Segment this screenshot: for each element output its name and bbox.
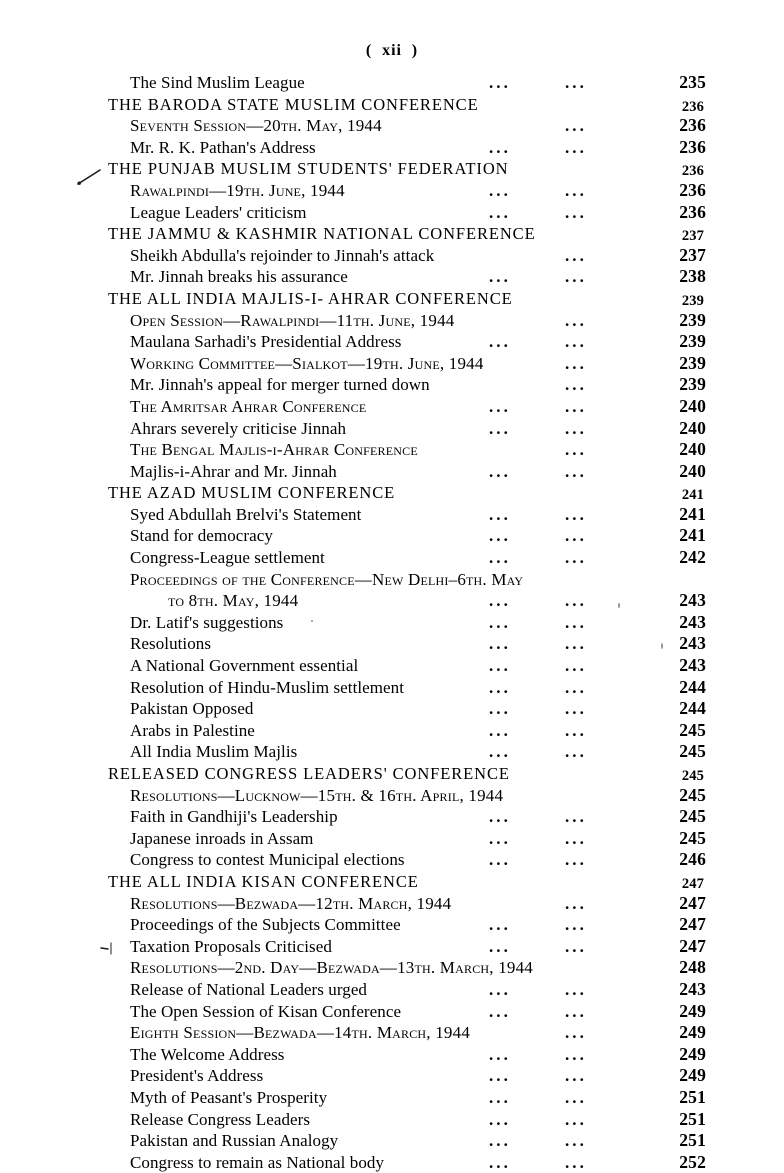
toc-page-number: 249: [679, 1043, 706, 1064]
toc-entry-label: THE ALL INDIA KISAN CONFERENCE: [108, 871, 419, 891]
toc-entry[interactable]: [0, 914, 784, 936]
leader-dots-second: ...: [565, 504, 587, 524]
leader-dots-second: ...: [565, 396, 587, 416]
leader-dots-second: ...: [565, 180, 587, 200]
toc-entry[interactable]: [0, 180, 784, 202]
toc-page-number: 240: [679, 417, 706, 438]
leader-dots-first: ...: [489, 548, 511, 568]
leader-dots-second: ...: [565, 612, 587, 632]
leader-dots-second: ...: [565, 310, 587, 330]
leader-dots-first: ...: [489, 699, 511, 719]
toc-entry-label: Syed Abdullah Brelvi's Statement: [130, 504, 362, 524]
toc-entry[interactable]: [0, 828, 784, 850]
toc-page-number: 245: [679, 806, 706, 827]
toc-entry-label: The Sind Muslim League: [130, 73, 305, 92]
toc-page-number: 240: [679, 395, 706, 416]
leader-dots-second: ...: [565, 116, 587, 136]
toc-page-number: 252: [679, 1151, 706, 1172]
leader-dots-first: ...: [489, 396, 511, 416]
toc-entry[interactable]: [0, 763, 784, 785]
toc-page-number: 245: [681, 768, 704, 784]
toc-entry-label: The Bengal Majlis-i-Ahrar Conference: [130, 440, 418, 460]
toc-entry-label: Resolutions: [130, 634, 212, 654]
leader-dots-first: ...: [489, 979, 511, 999]
leader-dots-first: ...: [489, 180, 511, 200]
toc-page-number: 243: [679, 655, 706, 676]
leader-dots-first: ...: [489, 73, 511, 92]
toc-entry-label: THE PUNJAB MUSLIM STUDENTS' FEDERATION: [108, 159, 509, 179]
leader-dots-first: ...: [489, 1066, 511, 1086]
toc-entry[interactable]: [0, 461, 784, 483]
toc-entry[interactable]: [0, 1087, 784, 1109]
toc-entry-label: Myth of Peasant's Prosperity: [130, 1087, 328, 1107]
leader-dots-second: ...: [565, 73, 587, 92]
toc-entry[interactable]: [0, 137, 784, 159]
toc-entry-label: Eighth Session—Bezwada—14th. March, 1944: [130, 1023, 471, 1043]
leader-dots-second: ...: [565, 591, 587, 611]
toc-entry-label: THE AZAD MUSLIM CONFERENCE: [108, 483, 396, 503]
toc-entry[interactable]: [0, 288, 784, 310]
toc-entry-label: Maulana Sarhadi's Presidential Address: [130, 332, 402, 352]
leader-dots-first: ...: [489, 202, 511, 222]
toc-entry[interactable]: [0, 698, 784, 720]
toc-page-number: 249: [679, 1000, 706, 1021]
toc-entry[interactable]: [0, 525, 784, 547]
toc-entry-label: Seventh Session—20th. May, 1944: [130, 116, 382, 136]
leader-dots-second: ...: [565, 375, 587, 395]
leader-dots-first: ...: [489, 526, 511, 546]
running-head-folio: ( xii ): [365, 42, 419, 59]
toc-page-number: 242: [679, 547, 706, 568]
toc-entry-label: Proceedings of the Subjects Committee: [130, 915, 401, 935]
leader-dots-second: ...: [565, 440, 587, 460]
toc-page-number: 243: [679, 590, 706, 611]
toc-entry-label: Faith in Gandhiji's Leadership: [130, 807, 338, 827]
toc-entry-label: The Open Session of Kisan Conference: [130, 1001, 402, 1021]
toc-page-number: 243: [679, 978, 706, 999]
leader-dots-first: ...: [489, 807, 511, 827]
leader-dots-second: ...: [565, 936, 587, 956]
leader-dots-first: ...: [489, 656, 511, 676]
toc-entry[interactable]: [0, 418, 784, 440]
toc-entry[interactable]: [0, 849, 784, 871]
toc-page-number: 241: [679, 503, 706, 524]
toc-entry[interactable]: [0, 94, 784, 116]
leader-dots-first: ...: [489, 461, 511, 481]
leader-dots-first: ...: [489, 915, 511, 935]
toc-page-number: 239: [679, 309, 706, 330]
toc-page-number: 248: [679, 957, 706, 978]
toc-entry[interactable]: [0, 1109, 784, 1131]
toc-page-number: 247: [679, 935, 706, 956]
leader-dots-second: ...: [565, 1001, 587, 1021]
toc-entry-label: Congress to remain as National body: [130, 1152, 385, 1172]
toc-page-number: 245: [679, 827, 706, 848]
toc-entry[interactable]: [0, 590, 784, 612]
leader-dots-first: ...: [489, 1044, 511, 1064]
toc-entry-label: Stand for democracy: [130, 526, 273, 546]
toc-page-number: 236: [679, 201, 706, 222]
leader-dots-second: ...: [565, 245, 587, 265]
leader-dots-first: ...: [489, 612, 511, 632]
toc-page-number: 236: [679, 179, 706, 200]
toc-entry-label: The Welcome Address: [130, 1044, 285, 1064]
toc-page-number: 238: [679, 266, 706, 287]
leader-dots-first: ...: [489, 504, 511, 524]
toc-entry[interactable]: [0, 115, 784, 137]
toc-entry[interactable]: [0, 482, 784, 504]
toc-entry[interactable]: [0, 806, 784, 828]
toc-entry-label: to 8th. May, 1944: [168, 591, 299, 611]
toc-entry-label: THE ALL INDIA MAJLIS-I- AHRAR CONFERENCE: [108, 288, 513, 308]
toc-entry[interactable]: [0, 439, 784, 461]
toc-page-number: 246: [679, 849, 706, 870]
leader-dots-first: ...: [489, 332, 511, 352]
toc-entry[interactable]: [0, 331, 784, 353]
toc-entry[interactable]: [0, 374, 784, 396]
leader-dots-second: ...: [565, 828, 587, 848]
leader-dots-second: ...: [565, 202, 587, 222]
leader-dots-first: ...: [489, 828, 511, 848]
toc-page-number: 244: [679, 676, 706, 697]
toc-entry[interactable]: [0, 1022, 784, 1044]
leader-dots-second: ...: [565, 893, 587, 913]
leader-dots-second: ...: [565, 137, 587, 157]
toc-entry-label: Working Committee—Sialkot—19th. June, 1944: [130, 353, 484, 373]
toc-page-number: 236: [681, 163, 704, 180]
table-of-contents-list: [0, 72, 784, 1173]
leader-dots-first: ...: [489, 267, 511, 287]
toc-entry-label: RELEASED CONGRESS LEADERS' CONFERENCE: [108, 764, 510, 783]
toc-entry-label: Congress-League settlement: [130, 548, 325, 568]
leader-dots-first: ...: [489, 1109, 511, 1129]
toc-entry[interactable]: [0, 871, 784, 893]
toc-entry-label: THE JAMMU & KASHMIR NATIONAL CONFERENCE: [108, 224, 536, 244]
toc-page-number: 245: [679, 741, 706, 762]
leader-dots-first: ...: [489, 418, 511, 438]
toc-entry[interactable]: [0, 893, 784, 915]
toc-page-number: 243: [679, 633, 706, 654]
toc-page-number: 239: [679, 352, 706, 373]
toc-page-number: 239: [681, 292, 704, 309]
toc-entry-label: The Amritsar Ahrar Conference: [130, 396, 367, 416]
scan-speck: [311, 620, 313, 622]
leader-dots-first: ...: [489, 1131, 511, 1151]
leader-dots-second: ...: [565, 353, 587, 373]
leader-dots-second: ...: [565, 332, 587, 352]
toc-entry[interactable]: [0, 202, 784, 224]
leader-dots-second: ...: [565, 1131, 587, 1151]
toc-entry-label: Resolutions—Lucknow—15th. & 16th. April, 1944: [130, 785, 504, 805]
scan-speck: [618, 603, 620, 608]
leader-dots-second: ...: [565, 677, 587, 697]
leader-dots-second: ...: [565, 1023, 587, 1043]
toc-page-number: 236: [679, 136, 706, 157]
leader-dots-second: ...: [565, 267, 587, 287]
toc-entry[interactable]: [0, 936, 784, 958]
toc-page-number: 237: [681, 228, 704, 245]
toc-entry-label: All India Muslim Majlis: [130, 742, 298, 762]
toc-entry[interactable]: [0, 979, 784, 1001]
leader-dots-second: ...: [565, 418, 587, 438]
toc-entry[interactable]: [0, 396, 784, 418]
toc-entry[interactable]: [0, 633, 784, 655]
toc-page-number: 247: [679, 914, 706, 935]
toc-page-number: 236: [679, 115, 706, 136]
leader-dots-first: ...: [489, 1001, 511, 1021]
toc-page-number: 239: [679, 331, 706, 352]
leader-dots-second: ...: [565, 548, 587, 568]
toc-entry-label: Rawalpindi—19th. June, 1944: [130, 180, 345, 200]
toc-entry[interactable]: [0, 158, 784, 180]
toc-entry-label: Open Session—Rawalpindi—11th. June, 1944: [130, 310, 455, 330]
leader-dots-second: ...: [565, 526, 587, 546]
leader-dots-second: ...: [565, 720, 587, 740]
toc-page-number: 240: [679, 439, 706, 460]
toc-entry-label: Congress to contest Municipal elections: [130, 850, 405, 870]
leader-dots-first: ...: [489, 1152, 511, 1172]
toc-entry[interactable]: [0, 1065, 784, 1087]
toc-entry[interactable]: [0, 1044, 784, 1066]
toc-entry-label: League Leaders' criticism: [130, 202, 307, 222]
leader-dots-second: ...: [565, 699, 587, 719]
toc-entry[interactable]: [0, 223, 784, 245]
toc-page-number: 244: [679, 698, 706, 719]
leader-dots-first: ...: [489, 720, 511, 740]
toc-page-number: 247: [679, 892, 706, 913]
toc-entry-label: Proceedings of the Conference—New Delhi–6th. May: [130, 569, 524, 589]
leader-dots-second: ...: [565, 742, 587, 762]
toc-entry-label: President's Address: [130, 1066, 264, 1086]
leader-dots-second: ...: [565, 979, 587, 999]
toc-entry[interactable]: [0, 353, 784, 375]
toc-page-number: 247: [681, 875, 704, 892]
toc-entry[interactable]: [0, 785, 784, 807]
leader-dots-first: ...: [489, 742, 511, 762]
leader-dots-second: ...: [565, 807, 587, 827]
leader-dots-first: ...: [489, 677, 511, 697]
toc-entry-label: Taxation Proposals Criticised: [130, 936, 332, 956]
toc-entry[interactable]: [0, 612, 784, 634]
toc-entry[interactable]: [0, 569, 784, 591]
toc-page-number: 251: [679, 1108, 706, 1129]
toc-entry-label: Ahrars severely criticise Jinnah: [130, 418, 347, 438]
toc-entry[interactable]: [0, 245, 784, 267]
leader-dots-second: ...: [565, 1109, 587, 1129]
toc-entry-label: Release of National Leaders urged: [130, 979, 367, 999]
toc-page-number: 237: [679, 244, 706, 265]
leader-dots-second: ...: [565, 1066, 587, 1086]
toc-entry[interactable]: [0, 720, 784, 742]
leader-dots-second: ...: [565, 1152, 587, 1172]
toc-page-number: 239: [679, 374, 706, 395]
toc-entry[interactable]: [0, 655, 784, 677]
toc-entry[interactable]: [0, 310, 784, 332]
leader-dots-second: ...: [565, 461, 587, 481]
toc-entry-label: Majlis-i-Ahrar and Mr. Jinnah: [130, 461, 337, 481]
leader-dots-second: ...: [565, 850, 587, 870]
toc-entry[interactable]: [0, 1130, 784, 1152]
toc-entry-label: Mr. R. K. Pathan's Address: [130, 137, 316, 157]
toc-entry-label: Pakistan Opposed: [130, 699, 254, 719]
toc-entry-label: Resolutions—Bezwada—12th. March, 1944: [130, 893, 452, 913]
toc-entry[interactable]: [0, 1001, 784, 1023]
leader-dots-first: ...: [489, 936, 511, 956]
toc-page-number: 249: [679, 1065, 706, 1086]
toc-entry-label: Release Congress Leaders: [130, 1109, 311, 1129]
toc-page-number: 245: [679, 719, 706, 740]
toc-entry-label: THE BARODA STATE MUSLIM CONFERENCE: [108, 94, 479, 114]
leader-dots-first: ...: [489, 850, 511, 870]
toc-entry[interactable]: [0, 677, 784, 699]
toc-entry[interactable]: [0, 266, 784, 288]
toc-entry[interactable]: [0, 957, 784, 979]
toc-entry-label: Mr. Jinnah's appeal for merger turned down: [130, 375, 430, 395]
toc-page-number: 251: [679, 1086, 706, 1107]
leader-dots-second: ...: [565, 656, 587, 676]
toc-page-number: 241: [679, 525, 706, 546]
toc-entry-label: Resolutions—2nd. Day—Bezwada—13th. March, 1944: [130, 958, 534, 978]
toc-entry-label: A National Government essential: [130, 656, 359, 676]
toc-page-number: 245: [679, 784, 706, 805]
toc-entry[interactable]: [0, 547, 784, 569]
toc-page-number: 241: [681, 487, 704, 504]
toc-entry-label: Sheikh Abdulla's rejoinder to Jinnah's attack: [130, 245, 435, 265]
toc-page-number: 240: [679, 460, 706, 481]
toc-entry-label: Mr. Jinnah breaks his assurance: [130, 267, 348, 287]
toc-entry[interactable]: [0, 504, 784, 526]
leader-dots-first: ...: [489, 137, 511, 157]
leader-dots-second: ...: [565, 634, 587, 654]
toc-page-number: 251: [679, 1130, 706, 1151]
toc-entry-label: Japanese inroads in Assam: [130, 828, 314, 848]
leader-dots-first: ...: [489, 591, 511, 611]
leader-dots-second: ...: [565, 1044, 587, 1064]
toc-page-number: 236: [681, 98, 704, 115]
leader-dots-second: ...: [565, 1087, 587, 1107]
toc-page-number: 249: [679, 1022, 706, 1043]
toc-entry-label: Pakistan and Russian Analogy: [130, 1131, 339, 1151]
toc-entry-label: Arabs in Palestine: [130, 720, 255, 740]
toc-page-number: 243: [679, 611, 706, 632]
toc-entry-label: Dr. Latif's suggestions: [130, 612, 284, 632]
leader-dots-first: ...: [489, 634, 511, 654]
toc-entry[interactable]: [0, 741, 784, 763]
leader-dots-first: ...: [489, 1087, 511, 1107]
toc-entry-label: Resolution of Hindu-Muslim settlement: [130, 677, 405, 697]
leader-dots-second: ...: [565, 915, 587, 935]
toc-page-number: 235: [679, 72, 706, 92]
scan-speck: [661, 643, 663, 649]
toc-entry[interactable]: [0, 72, 784, 94]
